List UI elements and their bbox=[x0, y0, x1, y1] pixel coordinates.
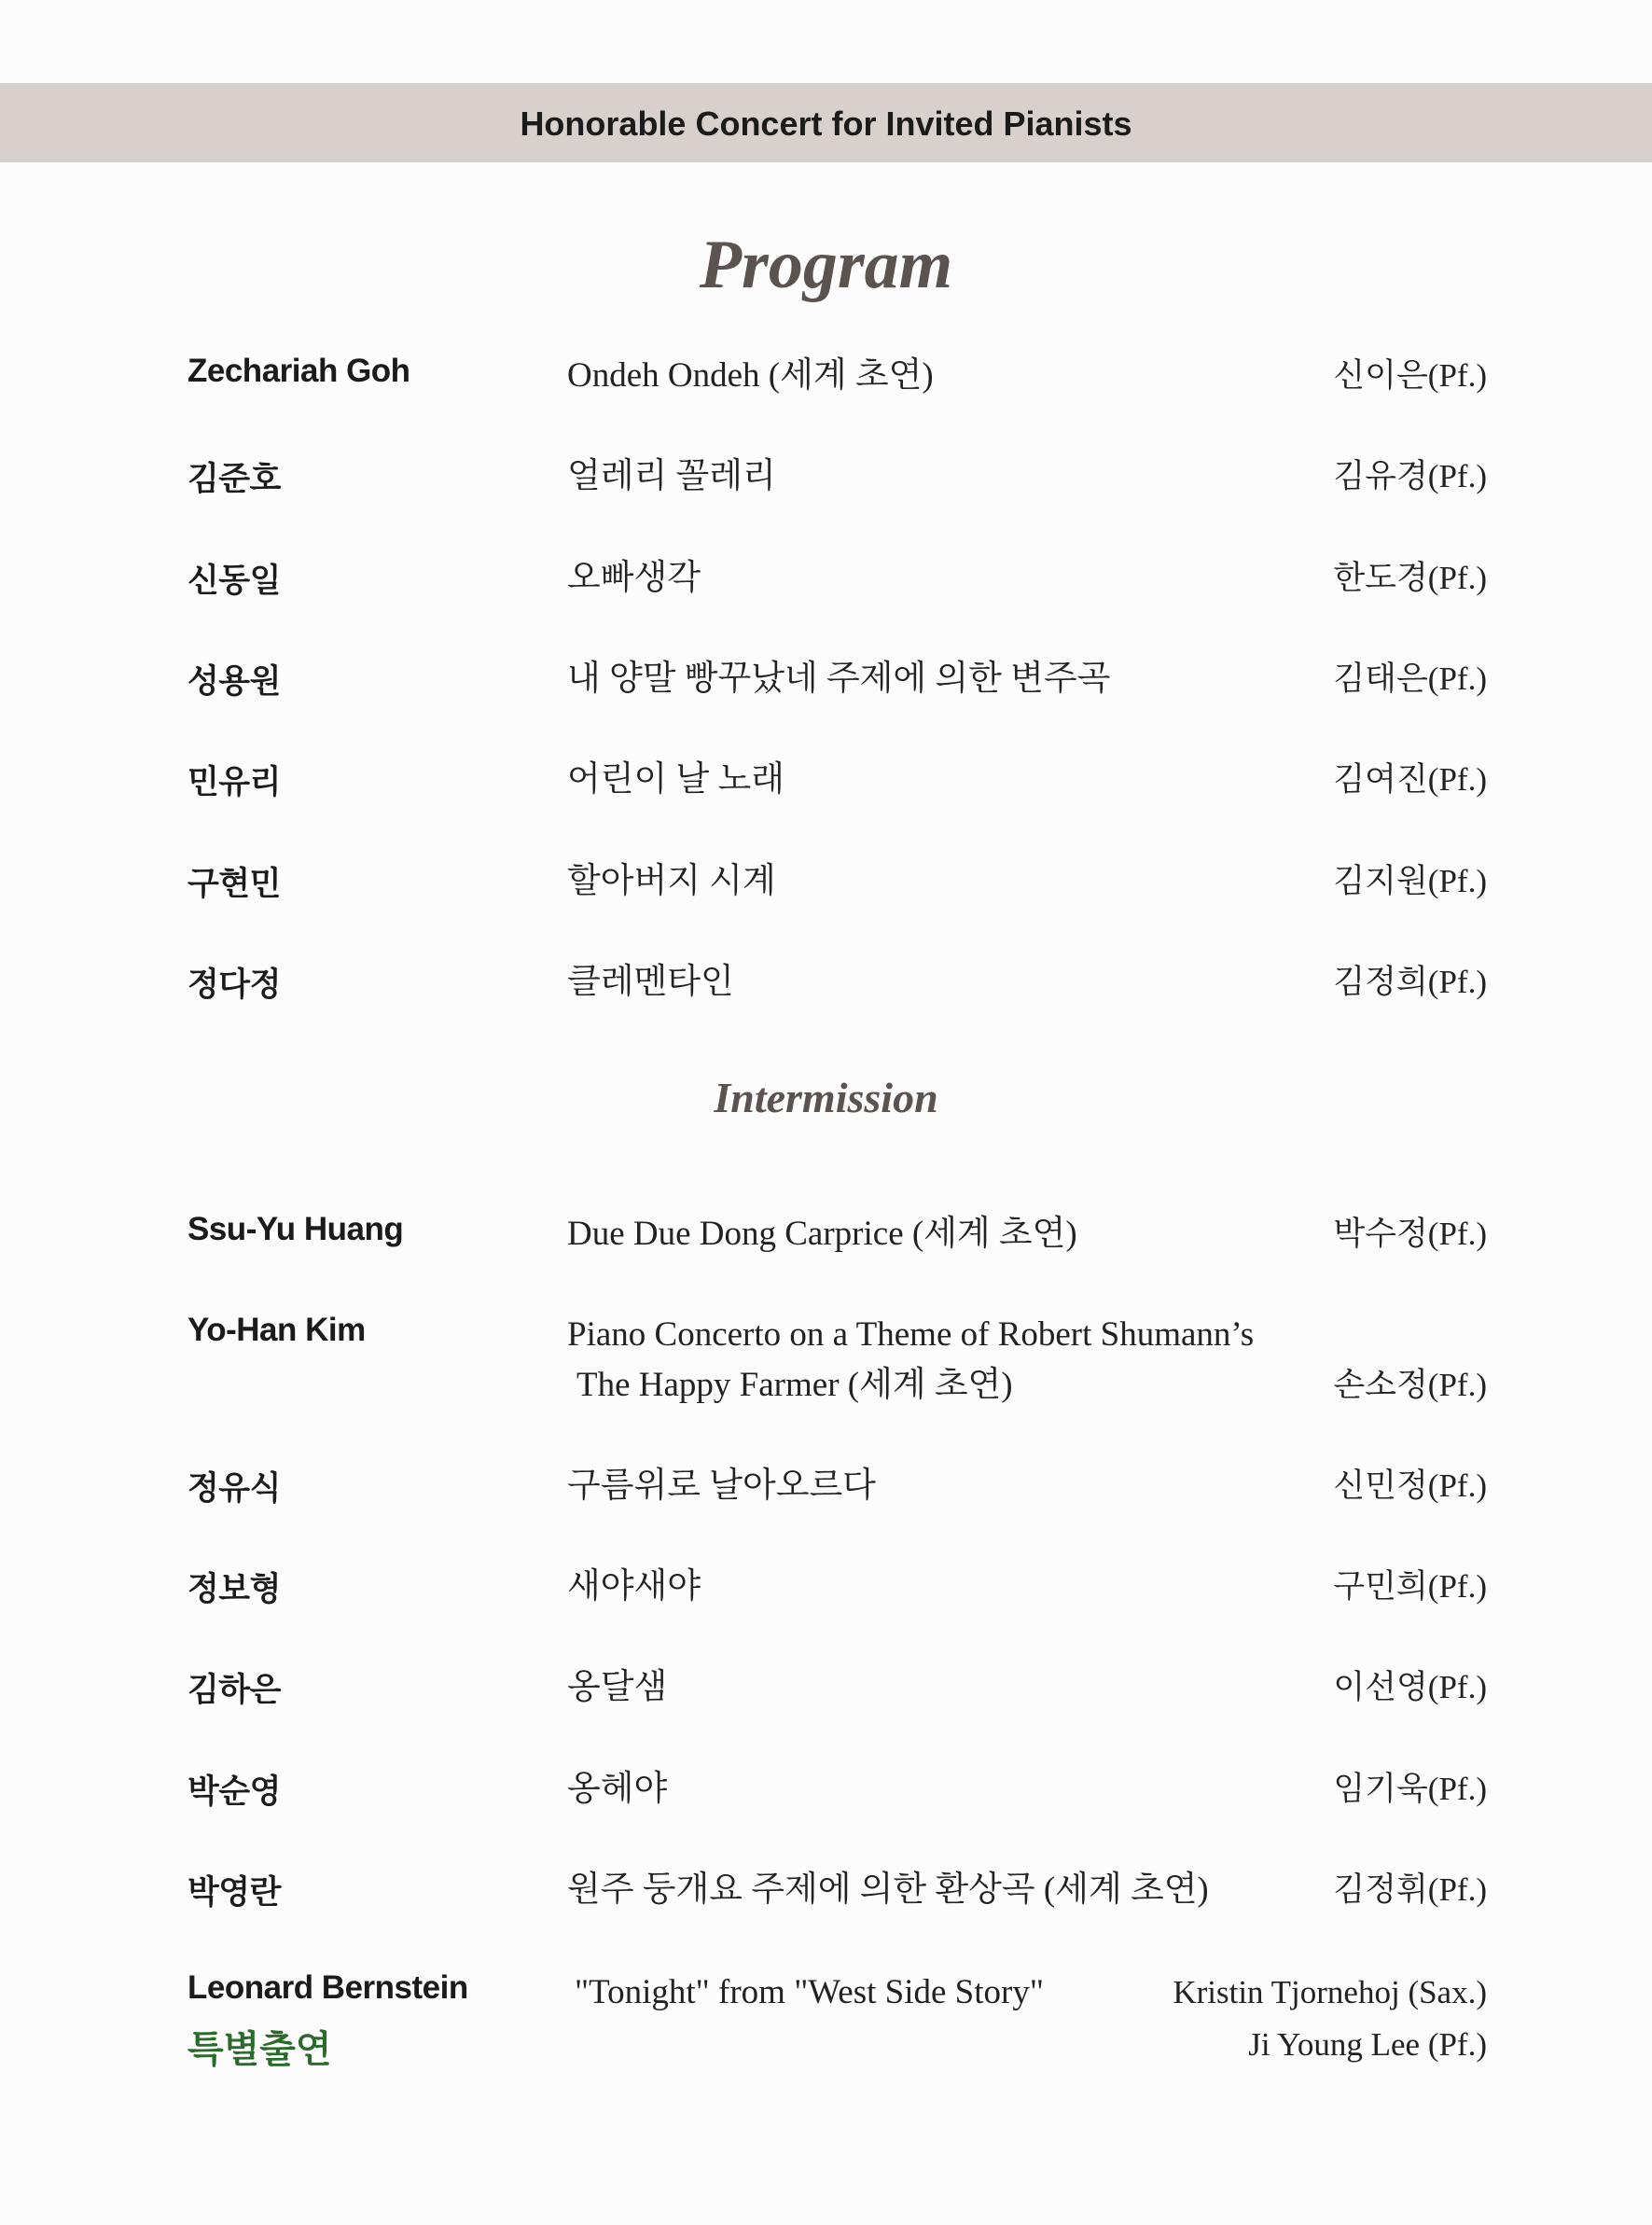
composer-name: 신동일 bbox=[187, 563, 281, 599]
work-title: 옹헤야 bbox=[567, 1770, 668, 1808]
composer-name: 박순영 bbox=[187, 1773, 281, 1810]
work-title: 오빠생각 bbox=[567, 559, 701, 597]
special-row bbox=[0, 1969, 1652, 2081]
performer-name: 손소정(Pf.) bbox=[1333, 1367, 1487, 1403]
performer-name: 김태은(Pf.) bbox=[1333, 661, 1487, 697]
program-row bbox=[0, 353, 1652, 418]
program-row bbox=[0, 453, 1652, 519]
work-title: 어린이 날 노래 bbox=[567, 760, 784, 799]
program-row bbox=[0, 1766, 1652, 1831]
program-row bbox=[0, 858, 1652, 924]
performer-name: 김지원(Pf.) bbox=[1333, 863, 1487, 899]
performer-name: 김정희(Pf.) bbox=[1333, 964, 1487, 1000]
work-title: 내 양말 빵꾸났네 주제에 의한 변주곡 bbox=[567, 660, 1111, 698]
program-row bbox=[0, 1867, 1652, 1932]
program-row bbox=[0, 1463, 1652, 1528]
work-title: 새야새야 bbox=[567, 1567, 701, 1606]
composer-name: Zechariah Goh bbox=[187, 353, 410, 389]
composer-name: Leonard Bernstein bbox=[187, 1969, 468, 2006]
composer-name: 정다정 bbox=[187, 966, 281, 1003]
work-title: 원주 둥개요 주제에 의한 환상곡 (세계 초연) bbox=[567, 1870, 1209, 1909]
program-row bbox=[0, 959, 1652, 1024]
performer-name-sax: Kristin Tjornehoj (Sax.) bbox=[1173, 1974, 1487, 2010]
performer-name: 박수정(Pf.) bbox=[1333, 1216, 1487, 1252]
composer-name: 구현민 bbox=[187, 866, 281, 902]
performer-name: 신민정(Pf.) bbox=[1333, 1467, 1487, 1504]
program-row bbox=[0, 656, 1652, 721]
program-heading: Program bbox=[699, 227, 953, 303]
composer-name: 민유리 bbox=[187, 764, 281, 800]
performer-name: 이선영(Pf.) bbox=[1333, 1669, 1487, 1705]
composer-name: 성용원 bbox=[187, 663, 281, 700]
work-title-line-2: The Happy Farmer (세계 초연) bbox=[576, 1366, 1013, 1404]
program-row bbox=[0, 1564, 1652, 1629]
program-row bbox=[0, 1312, 1652, 1424]
work-title: 클레멘타인 bbox=[567, 963, 734, 1001]
work-title: 얼레리 꼴레리 bbox=[567, 457, 776, 495]
work-title: Due Due Dong Carprice (세계 초연) bbox=[567, 1215, 1077, 1253]
composer-name: 김준호 bbox=[187, 461, 281, 497]
special-appearance-label: 특별출연 bbox=[187, 2029, 332, 2070]
composer-name: 박영란 bbox=[187, 1874, 281, 1911]
program-row bbox=[0, 1211, 1652, 1276]
performer-name: 김여진(Pf.) bbox=[1333, 761, 1487, 798]
performer-name: 김정휘(Pf.) bbox=[1333, 1871, 1487, 1908]
performer-name: 신이은(Pf.) bbox=[1333, 357, 1487, 394]
work-title: Ondeh Ondeh (세계 초연) bbox=[567, 356, 934, 395]
performer-name: 김유경(Pf.) bbox=[1333, 458, 1487, 494]
concert-title: Honorable Concert for Invited Pianists bbox=[520, 104, 1132, 143]
composer-name: Ssu-Yu Huang bbox=[187, 1211, 404, 1247]
program-row bbox=[0, 757, 1652, 822]
intermission-heading: Intermission bbox=[714, 1074, 938, 1121]
performer-name: 임기욱(Pf.) bbox=[1333, 1771, 1487, 1807]
performer-name: 구민희(Pf.) bbox=[1333, 1568, 1487, 1605]
performer-name-piano: Ji Young Lee (Pf.) bbox=[1248, 2026, 1487, 2063]
performer-name: 한도경(Pf.) bbox=[1333, 560, 1487, 596]
work-title-line-1: Piano Concerto on a Theme of Robert Shumann’s bbox=[567, 1315, 1255, 1354]
program-row bbox=[0, 555, 1652, 620]
program-row bbox=[0, 1664, 1652, 1730]
work-title: 할아버지 시계 bbox=[567, 862, 776, 900]
composer-name: 정유식 bbox=[187, 1470, 281, 1507]
work-title: 구름위로 날아오르다 bbox=[567, 1467, 876, 1505]
composer-name: 김하은 bbox=[187, 1672, 281, 1708]
work-title: "Tonight" from "West Side Story" bbox=[575, 1973, 1044, 2011]
composer-name: Yo-Han Kim bbox=[187, 1312, 366, 1348]
composer-name: 정보형 bbox=[187, 1571, 281, 1607]
work-title: 옹달샘 bbox=[567, 1668, 668, 1706]
